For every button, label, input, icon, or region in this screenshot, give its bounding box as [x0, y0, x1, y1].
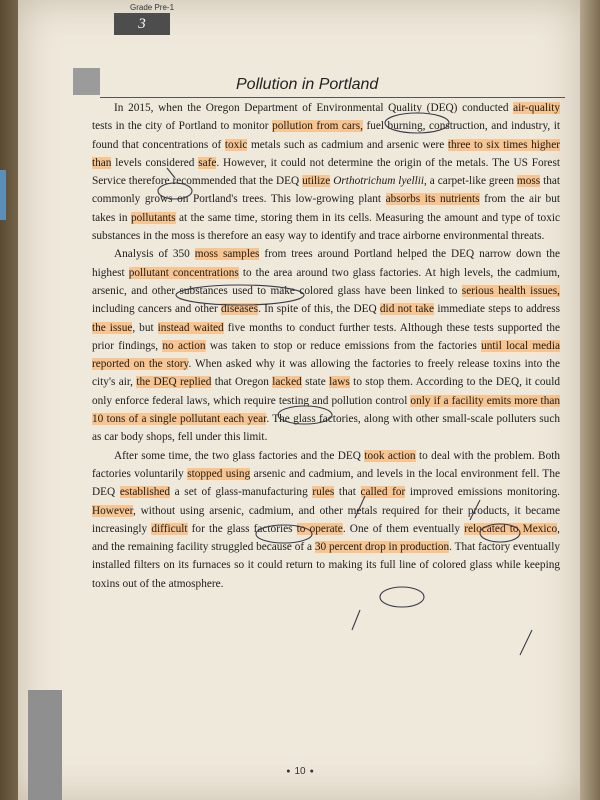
text-run: five months to conduct further tests. Although these tests supported the prior findings,	[92, 321, 560, 352]
highlighted-phrase: the issue	[92, 321, 133, 334]
footer-dot-right: ●	[309, 767, 314, 775]
highlighted-phrase: diseases	[221, 303, 259, 316]
text-run: , a carpet-like green	[424, 175, 517, 188]
text-run: In 2015, when the Oregon Department of Environmental Quality (DEQ) conducted	[114, 102, 514, 114]
text-run: . However, it could not determine the origin of the metals. The US Forest Service therefore recommended that the DEQ	[92, 156, 560, 188]
text-run: for the glass factories	[187, 522, 297, 535]
text-run: . In spite of this, the DEQ	[258, 303, 380, 316]
highlighted-phrase: no action	[162, 339, 206, 352]
text-run: was taken to stop or reduce emissions from the factories	[205, 339, 482, 352]
highlighted-phrase: stopped using	[187, 467, 251, 480]
text-run: . The glass factories, along with other small-scale polluters such as car body shops, fell under this limit.	[92, 413, 560, 444]
text-run: . One of them eventually	[342, 522, 465, 535]
highlighted-phrase: did not take	[379, 303, 435, 316]
text-run: , but	[132, 321, 158, 334]
highlighted-phrase: moss samples	[194, 248, 260, 261]
text-run: to stop them. According to the DEQ, it could only enforce federal laws, which require testing and pollution control	[92, 376, 560, 407]
text-run: arsenic and cadmium, and levels in the local environment fell. The DEQ	[92, 467, 560, 499]
text-run: state	[301, 376, 330, 389]
footer-dot-left: ●	[286, 767, 291, 775]
highlighted-phrase: the DEQ replied	[136, 376, 212, 389]
highlighted-phrase: utilize	[302, 175, 331, 188]
text-run: fuel burning, construction, and industry, it found that concentrations of	[92, 120, 560, 151]
highlighted-phrase: difficult	[151, 522, 188, 535]
text-run: . When asked why it was allowing the factories to freely release toxins into the city's air,	[92, 358, 560, 389]
highlighted-phrase: laws	[329, 376, 350, 389]
highlighted-phrase: pollution from cars,	[272, 120, 363, 133]
highlighted-phrase: absorbs its nutrients	[385, 193, 480, 206]
highlighted-phrase: lacked	[272, 376, 302, 389]
highlighted-phrase: toxic	[224, 138, 248, 151]
text-run: improved emissions monitoring.	[405, 486, 561, 499]
text-run: at the same time, storing them in its cells. Measuring the amount and type of toxic substances in the moss is therefore an easy way to identify and trace airborne environmental threats.	[92, 211, 560, 243]
highlighted-phrase: called for	[360, 486, 406, 499]
title-rule	[100, 97, 565, 98]
text-run: including cancers and other	[92, 303, 222, 316]
highlighted-phrase: moss	[516, 175, 541, 188]
highlighted-phrase: relocated to Mexico	[464, 522, 558, 535]
grade-label: Grade Pre-1	[130, 3, 175, 12]
blue-sticky-tab	[0, 170, 6, 220]
highlighted-phrase: 30 percent drop in production	[314, 541, 450, 554]
text-run: immediate steps to address	[434, 303, 560, 316]
highlighted-phrase: serious health issues,	[461, 284, 560, 297]
text-run: After some time, the two glass factories and the DEQ	[114, 449, 365, 462]
article-body	[92, 99, 560, 593]
text-run: , without using arsenic, cadmium, and other metals required for their products, it became increasingly	[92, 504, 560, 535]
highlighted-phrase: pollutant concentrations	[128, 266, 239, 279]
highlighted-phrase: until local media reported on the story	[92, 339, 560, 371]
text-run: that Oregon	[211, 376, 273, 389]
text-run: . That factory eventually installed filters on its furnaces so it could return to making its full line of colored glass while keeping toxins out of the atmosphere.	[92, 541, 561, 590]
section-number-tab: 3	[114, 13, 170, 35]
highlighted-phrase: air-quality	[513, 102, 560, 114]
highlighted-phrase: established	[119, 486, 171, 499]
desk-background-right	[578, 0, 600, 800]
text-run: that commonly grows on Portland's trees. This low-growing plant	[92, 175, 561, 206]
highlighted-phrase: only if a facility emits more than 10 tons of a single pollutant each year	[92, 394, 561, 426]
text-run: levels considered	[111, 156, 199, 169]
highlighted-phrase: safe	[198, 156, 217, 169]
text-run: a set of glass-manufacturing	[170, 486, 313, 499]
paragraph-3	[92, 447, 560, 593]
paragraph-1	[92, 99, 560, 245]
text-run: to the area around two glass factories. At high levels, the cadmium, arsenic, and other substances used to make colored glass have been linked to	[92, 266, 560, 297]
text-run: from trees around Portland helped the DEQ narrow down the highest	[92, 248, 560, 279]
highlighted-phrase: However	[92, 504, 133, 517]
text-run: , and the remaining facility struggled because of a	[92, 522, 560, 554]
text-run: from the air but takes in	[92, 193, 560, 224]
title-marker-square	[73, 68, 100, 95]
highlighted-phrase: instead waited	[157, 321, 224, 334]
highlighted-phrase: pollutants	[130, 211, 176, 224]
page-edge-bar	[28, 690, 62, 800]
text-run: metals such as cadmium and arsenic were	[247, 138, 448, 151]
highlighted-phrase: to operate	[296, 522, 343, 535]
text-run: Analysis of 350	[114, 248, 195, 261]
highlighted-phrase: rules	[312, 486, 335, 499]
page-footer	[0, 766, 600, 777]
text-run: tests in the city of Portland to monitor	[92, 120, 273, 133]
highlighted-phrase: three to six times higher than	[92, 138, 560, 169]
text-run: to deal with the problem. Both factories voluntarily	[92, 449, 561, 480]
text-run: that	[334, 486, 361, 499]
article-title: Pollution in Portland	[236, 76, 379, 93]
paragraph-2	[92, 245, 560, 446]
page-number: 10	[294, 766, 306, 777]
text-run: Orthotrichum lyellii	[333, 175, 425, 188]
highlighted-phrase: took action	[364, 449, 416, 462]
